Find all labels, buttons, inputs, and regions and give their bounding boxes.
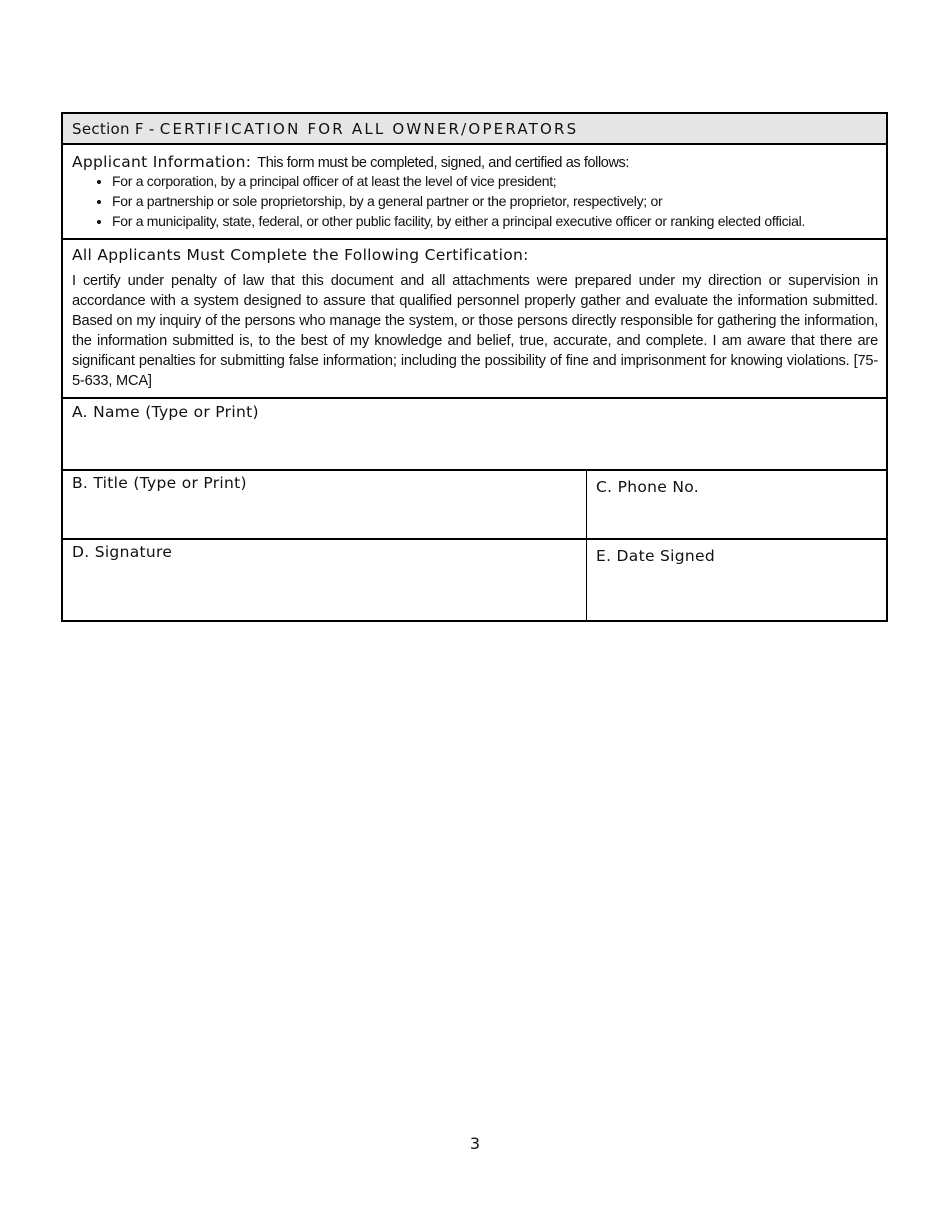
page-number: 3	[469, 1134, 481, 1153]
date-signed-field[interactable]	[587, 540, 886, 620]
title-field-label: B. Title (Type or Print)	[72, 474, 247, 492]
section-label: Section F -	[72, 120, 155, 138]
applicant-bullets	[72, 172, 878, 230]
section-header	[63, 114, 886, 145]
applicant-intro: This form must be completed, signed, and certified as follows:	[257, 155, 630, 171]
certification-heading: All Applicants Must Complete the Following Certification:	[72, 246, 529, 264]
signature-date-row	[63, 540, 886, 620]
certification-form	[61, 112, 888, 622]
signature-field-label: D. Signature	[72, 543, 173, 561]
certification-statement	[63, 240, 886, 399]
list-item: • For a municipality, state, federal, or other public facility, by either a principal executive officer or ranking elected official.	[112, 212, 878, 230]
phone-field[interactable]	[587, 471, 886, 538]
certification-text: I certify under penalty of law that this document and all attachments were prepared under my direction or supervision in accordance with a system designed to assure that qualified personnel properly gather and evaluate the information submitted. Based on my inquiry of the persons who manage the system, or those persons directly responsible for gathering the information, the information submitted is, to the best of my knowledge and belief, true, accurate, and complete. I am aware that there are significant penalties for submitting false information; including the possibility of fine and imprisonment for knowing violations. [75-5-633, MCA]	[72, 273, 878, 389]
list-item: • For a partnership or sole proprietorship, by a general partner or the proprietor, respectively; or	[112, 192, 878, 210]
date-signed-field-label: E. Date Signed	[596, 547, 716, 565]
signature-field[interactable]	[63, 540, 587, 620]
section-title: CERTIFICATION FOR ALL OWNER/OPERATORS	[159, 120, 579, 138]
phone-field-label: C. Phone No.	[596, 478, 699, 496]
name-field-label: A. Name (Type or Print)	[72, 403, 259, 421]
applicant-information	[63, 145, 886, 240]
name-field[interactable]	[63, 399, 886, 471]
list-item: • For a corporation, by a principal officer of at least the level of vice president;	[112, 172, 878, 190]
title-phone-row	[63, 471, 886, 540]
title-field[interactable]	[63, 471, 587, 538]
applicant-label: Applicant Information:	[72, 153, 252, 171]
